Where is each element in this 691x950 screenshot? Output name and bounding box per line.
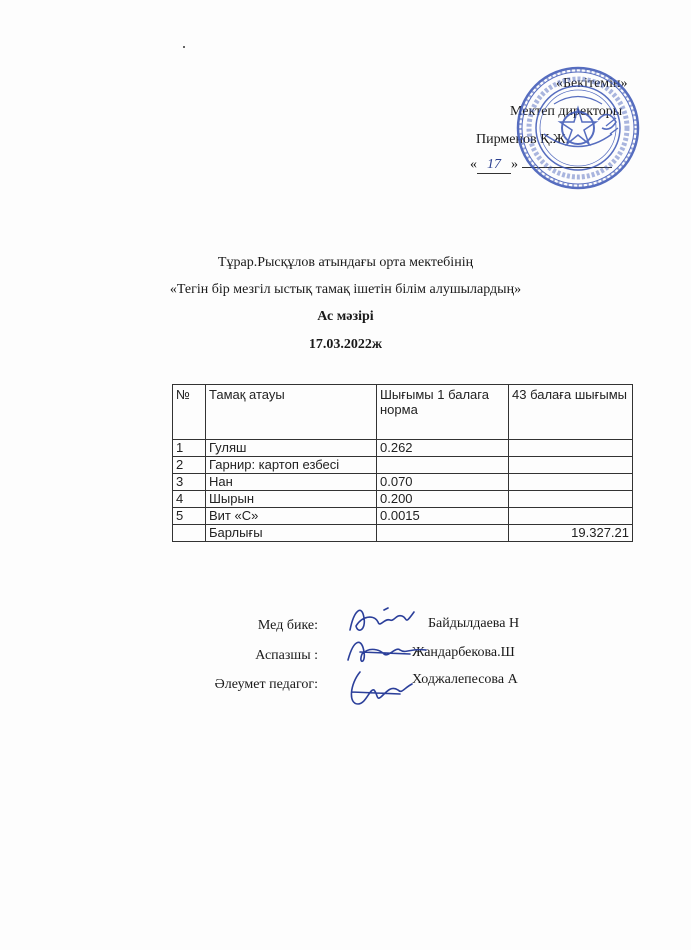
signature-scribble-pedagogue-icon [340, 664, 420, 712]
table-row [173, 474, 633, 491]
row-norm: 0.070 [377, 474, 509, 491]
document-heading: Ас мәзірі [317, 309, 374, 324]
table-row [173, 457, 633, 474]
table-row [173, 440, 633, 457]
signature-role-nurse: Мед бике: [257, 618, 318, 633]
row-dish: Шырын [206, 491, 377, 508]
row-number: 1 [173, 440, 206, 457]
row-norm: 0.262 [377, 440, 509, 457]
header-dish-name: Тамақ атауы [206, 385, 377, 440]
header-total-for-43: 43 балаға шығымы [509, 385, 633, 440]
header-norm-per-child: Шығымы 1 балага норма [377, 385, 509, 440]
table-total-row [173, 525, 633, 542]
approval-line-position: Мектеп директоры [510, 104, 623, 119]
total-label: Барлығы [206, 525, 377, 542]
row-number: 4 [173, 491, 206, 508]
row-total [509, 491, 633, 508]
row-dish: Гуляш [206, 440, 377, 457]
signature-name-cook: Жандарбекова.Ш [412, 645, 515, 660]
document-date: 17.03.2022ж [308, 337, 383, 352]
total-empty-cell [377, 525, 509, 542]
table-row [173, 508, 633, 525]
menu-table [172, 384, 633, 542]
approval-day: 17 [477, 157, 511, 174]
row-total [509, 440, 633, 457]
row-total [509, 474, 633, 491]
quote-open: « [470, 157, 477, 172]
row-number: 3 [173, 474, 206, 491]
signature-role-cook: Аспазшы : [255, 648, 318, 663]
row-total [509, 508, 633, 525]
approval-line-approve: «Бекітемін» [556, 76, 628, 91]
signature-name-nurse: Байдылдаева Н [428, 616, 520, 631]
official-stamp-icon [514, 64, 642, 192]
row-total [509, 457, 633, 474]
table-row [173, 491, 633, 508]
school-name: Тұрар.Рысқұлов атындағы орта мектебінің [217, 255, 474, 270]
signature-name-social-pedagogue: Ходжалепесова А [412, 672, 518, 687]
table-header-row [173, 385, 633, 440]
speck [183, 46, 185, 48]
document-subtitle: «Тегін бір мезгіл ыстық тамақ ішетін білім алушылардың» [169, 282, 522, 297]
row-number: 5 [173, 508, 206, 525]
signature-role-social-pedagogue: Әлеумет педагог: [214, 677, 318, 692]
approval-line-director-name: Пирменов Қ.Ж. [476, 132, 569, 147]
header-number: № [173, 385, 206, 440]
row-norm: 0.0015 [377, 508, 509, 525]
row-norm: 0.200 [377, 491, 509, 508]
quote-close: » [511, 157, 518, 172]
row-dish: Гарнир: картоп езбесі [206, 457, 377, 474]
total-value: 19.327.21 [509, 525, 633, 542]
row-norm [377, 457, 509, 474]
row-dish: Вит «С» [206, 508, 377, 525]
total-number-cell [173, 525, 206, 542]
row-dish: Нан [206, 474, 377, 491]
row-number: 2 [173, 457, 206, 474]
